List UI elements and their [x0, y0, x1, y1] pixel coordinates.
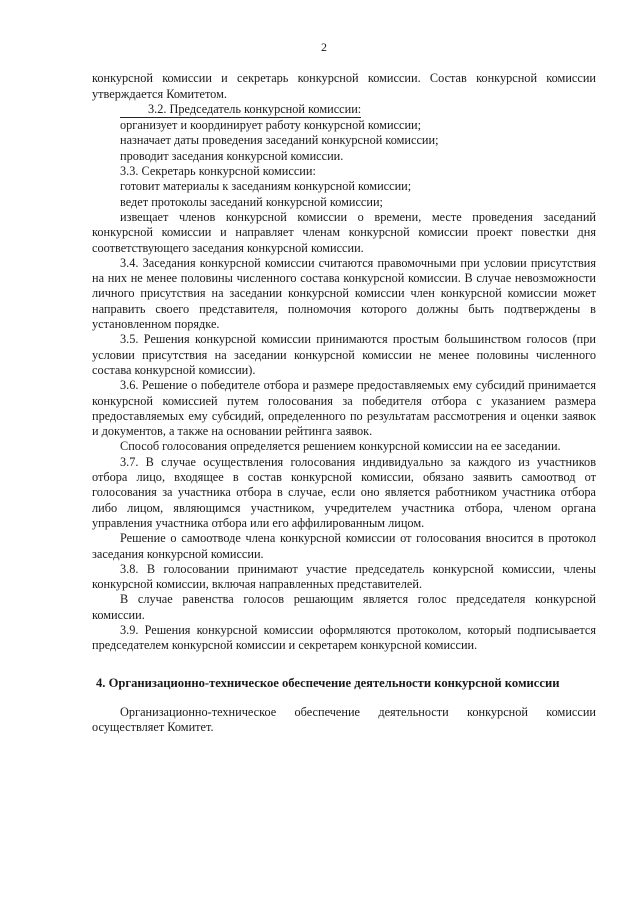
clause-3-2-item-2: назначает даты проведения заседаний конкурсной комиссии; [120, 133, 439, 148]
clause-3-5: 3.5. Решения конкурсной комиссии принимаются простым большинством голосов (при условии присутствия на заседании конкурсной комиссии не менее половины численного состава конкурсной комиссии). [92, 332, 596, 377]
clause-3-3-item-2: ведет протоколы заседаний конкурсной комиссии; [120, 194, 383, 209]
clause-3-7-recusal: Решение о самоотводе члена конкурсной комиссии от голосования вносится в протокол заседания конкурсной комиссии. [92, 531, 596, 561]
clause-3-6: 3.6. Решение о победителе отбора и размере предоставляемых ему субсидий принимается конкурсной комиссией путем голосования за победителя отбора с указанием размера предоставляемых ему субсидий, определенного по результатам рассмотрения и оценки заявок и документов, а также на основании рейтинга заявок. [92, 378, 596, 439]
clause-3-3-title: 3.3. Секретарь конкурсной комиссии: [120, 164, 316, 179]
clause-3-7: 3.7. В случае осуществления голосования индивидуально за каждого из участников отбора лицо, входящее в состав конкурсной комиссии, обязано заявить самоотвод от голосования за участника отбора в случае, если оно является работником участника отбора либо лицом, являющимся участником, учредителем участника отбора, членом органа управления участника отбора или его аффилированным лицом. [92, 454, 596, 530]
paragraph-intro: конкурсной комиссии и секретарь конкурсной комиссии. Состав конкурсной комиссии утверждается Комитетом. [92, 71, 596, 101]
page-number: 2 [321, 40, 327, 54]
clause-3-8-tie: В случае равенства голосов решающим является голос председателя конкурсной комиссии. [92, 592, 596, 622]
section-4-heading: 4. Организационно-техническое обеспечение деятельности конкурсной комиссии [96, 675, 560, 690]
clause-3-2-item-1: организует и координирует работу конкурсной комиссии; [120, 118, 422, 133]
clause-3-3-item-1: готовит материалы к заседаниям конкурсной комиссии; [120, 179, 412, 194]
clause-3-8: 3.8. В голосовании принимают участие председатель конкурсной комиссии, члены конкурсной комиссии, включая направленных представителей. [92, 561, 596, 592]
clause-3-4: 3.4. Заседания конкурсной комиссии считаются правомочными при условии присутствия на них не менее половины численного состава конкурсной комиссии. В случае невозможности личного присутствия на заседании конкурсной комиссии член конкурсной комиссии может направить своего представителя, полномочия которого должны быть подтверждены в установленном порядке. [92, 255, 596, 332]
clause-3-3-item-3: извещает членов конкурсной комиссии о времени, месте проведения заседаний конкурсной комиссии и направляет членам конкурсной комиссии проект повестки дня соответствующего заседания конкурсной комиссии. [92, 209, 596, 255]
clause-3-2-title: 3.2. Председатель конкурсной комиссии: [120, 102, 361, 118]
clause-3-9: 3.9. Решения конкурсной комиссии оформляются протоколом, который подписывается председателем конкурсной комиссии и секретарем конкурсной комиссии. [92, 622, 596, 653]
section-4-body: Организационно-техническое обеспечение деятельности конкурсной комиссии осуществляет Комитет. [92, 704, 596, 735]
clause-3-2-item-3: проводит заседания конкурсной комиссии. [120, 148, 344, 163]
clause-3-6-voting: Способ голосования определяется решением конкурсной комиссии на ее заседании. [120, 439, 561, 454]
clause-3-2 [92, 102, 596, 118]
